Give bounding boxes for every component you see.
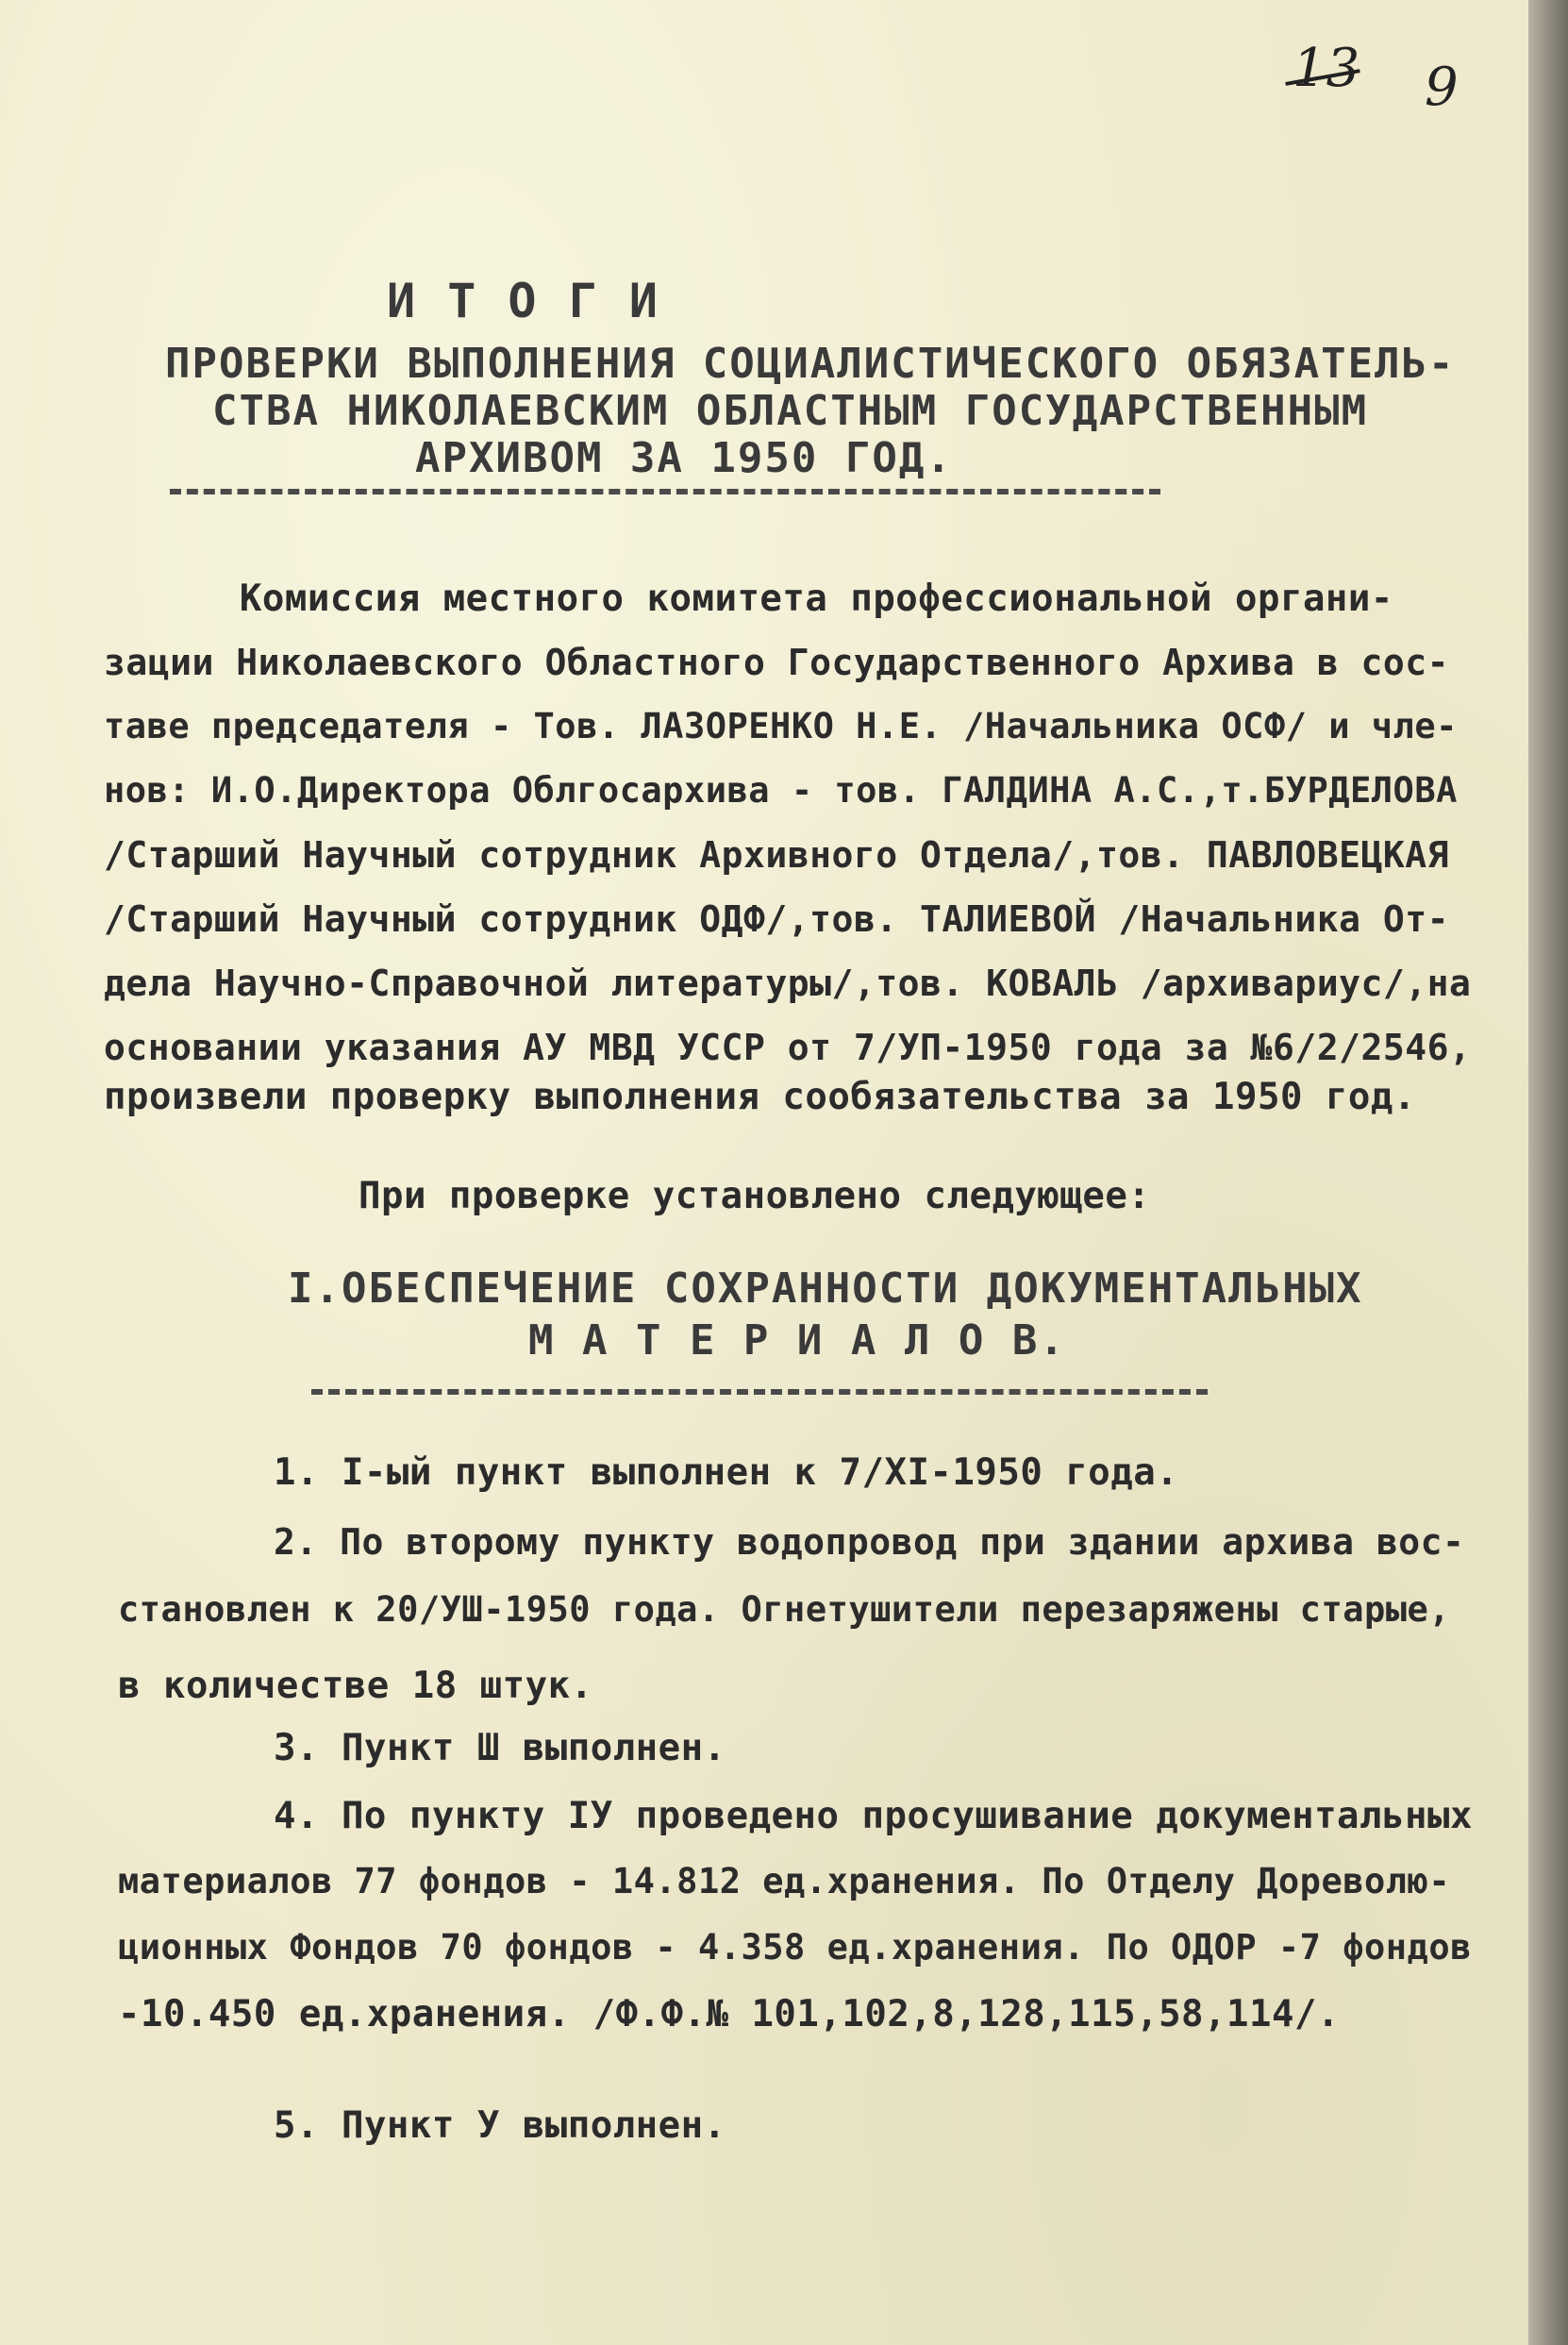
list-item: 4. По пункту IУ проведено просушивание документальных [274,1795,1473,1837]
intro-line: Комиссия местного комитета профессиональной органи- [104,578,1393,620]
intro-line: зации Николаевского Областного Государственного Архива в сос- [104,642,1450,683]
intro-line: дела Научно-Справочной литературы/,тов. КОВАЛЬ /архивариус/,на [104,963,1472,1004]
intro-line: таве председателя - Тов. ЛАЗОРЕНКО Н.Е. /Начальника ОСФ/ и чле- [104,706,1458,746]
title-word: И Т О Г И [387,274,659,328]
title-line-2: СТВА НИКОЛАЕВСКИМ ОБЛАСТНЫМ ГОСУДАРСТВЕННЫМ [212,387,1369,435]
intro-line: основании указания АУ МВД УССР от 7/УП-1950 года за №6/2/2546, [104,1027,1472,1068]
list-item: в количестве 18 штук. [118,1665,593,1707]
established-line: При проверке установлено следующее: [359,1175,1151,1217]
list-item: 1. I-ый пункт выполнен к 7/XI-1950 года. [274,1451,1179,1494]
intro-line: /Старший Научный сотрудник ОДФ/,тов. ТАЛИЕВОЙ /Начальника От- [104,898,1450,940]
section-1-heading-line-2: М А Т Е Р И А Л О В. [528,1316,1066,1365]
title-line-1: ПРОВЕРКИ ВЫПОЛНЕНИЯ СОЦИАЛИСТИЧЕСКОГО ОБЯЗАТЕЛЬ- [165,340,1456,388]
title-underline [170,489,1160,494]
list-item: -10.450 ед.хранения. /Ф.Ф.№ 101,102,8,128,115,58,114/. [118,1993,1340,2035]
section-1-heading-line-1: I.ОБЕСПЕЧЕНИЕ СОХРАННОСТИ ДОКУМЕНТАЛЬНЫХ [288,1265,1363,1313]
section-1-underline [311,1389,1208,1395]
intro-line: произвели проверку выполнения сообязательства за 1950 год. [104,1076,1416,1118]
title-line-3: АРХИВОМ ЗА 1950 ГОД. [415,434,953,482]
list-item: 5. Пункт У выполнен. [274,2104,726,2147]
list-item: 2. По второму пункту водопровод при здании архива вос- [274,1521,1465,1563]
list-item: материалов 77 фондов - 14.812 ед.хранения. По Отделу Дореволю- [118,1861,1451,1901]
list-item: 3. Пункт Ш выполнен. [274,1727,726,1769]
crossed-page-number: 13 [1293,38,1360,99]
intro-line: /Старший Научный сотрудник Архивного Отдела/,тов. ПАВЛОВЕЦКАЯ [104,834,1450,876]
page-number: 9 [1425,57,1459,118]
list-item: ционных Фондов 70 фондов - 4.358 ед.хранения. По ОДОР -7 фондов [118,1927,1472,1968]
intro-line: нов: И.О.Директора Облгосархива - тов. ГАЛДИНА А.С.,т.БУРДЕЛОВА [104,770,1458,811]
list-item: становлен к 20/УШ-1950 года. Огнетушители перезаряжены старые, [118,1589,1451,1630]
page-edge-shadow [1528,0,1568,2345]
